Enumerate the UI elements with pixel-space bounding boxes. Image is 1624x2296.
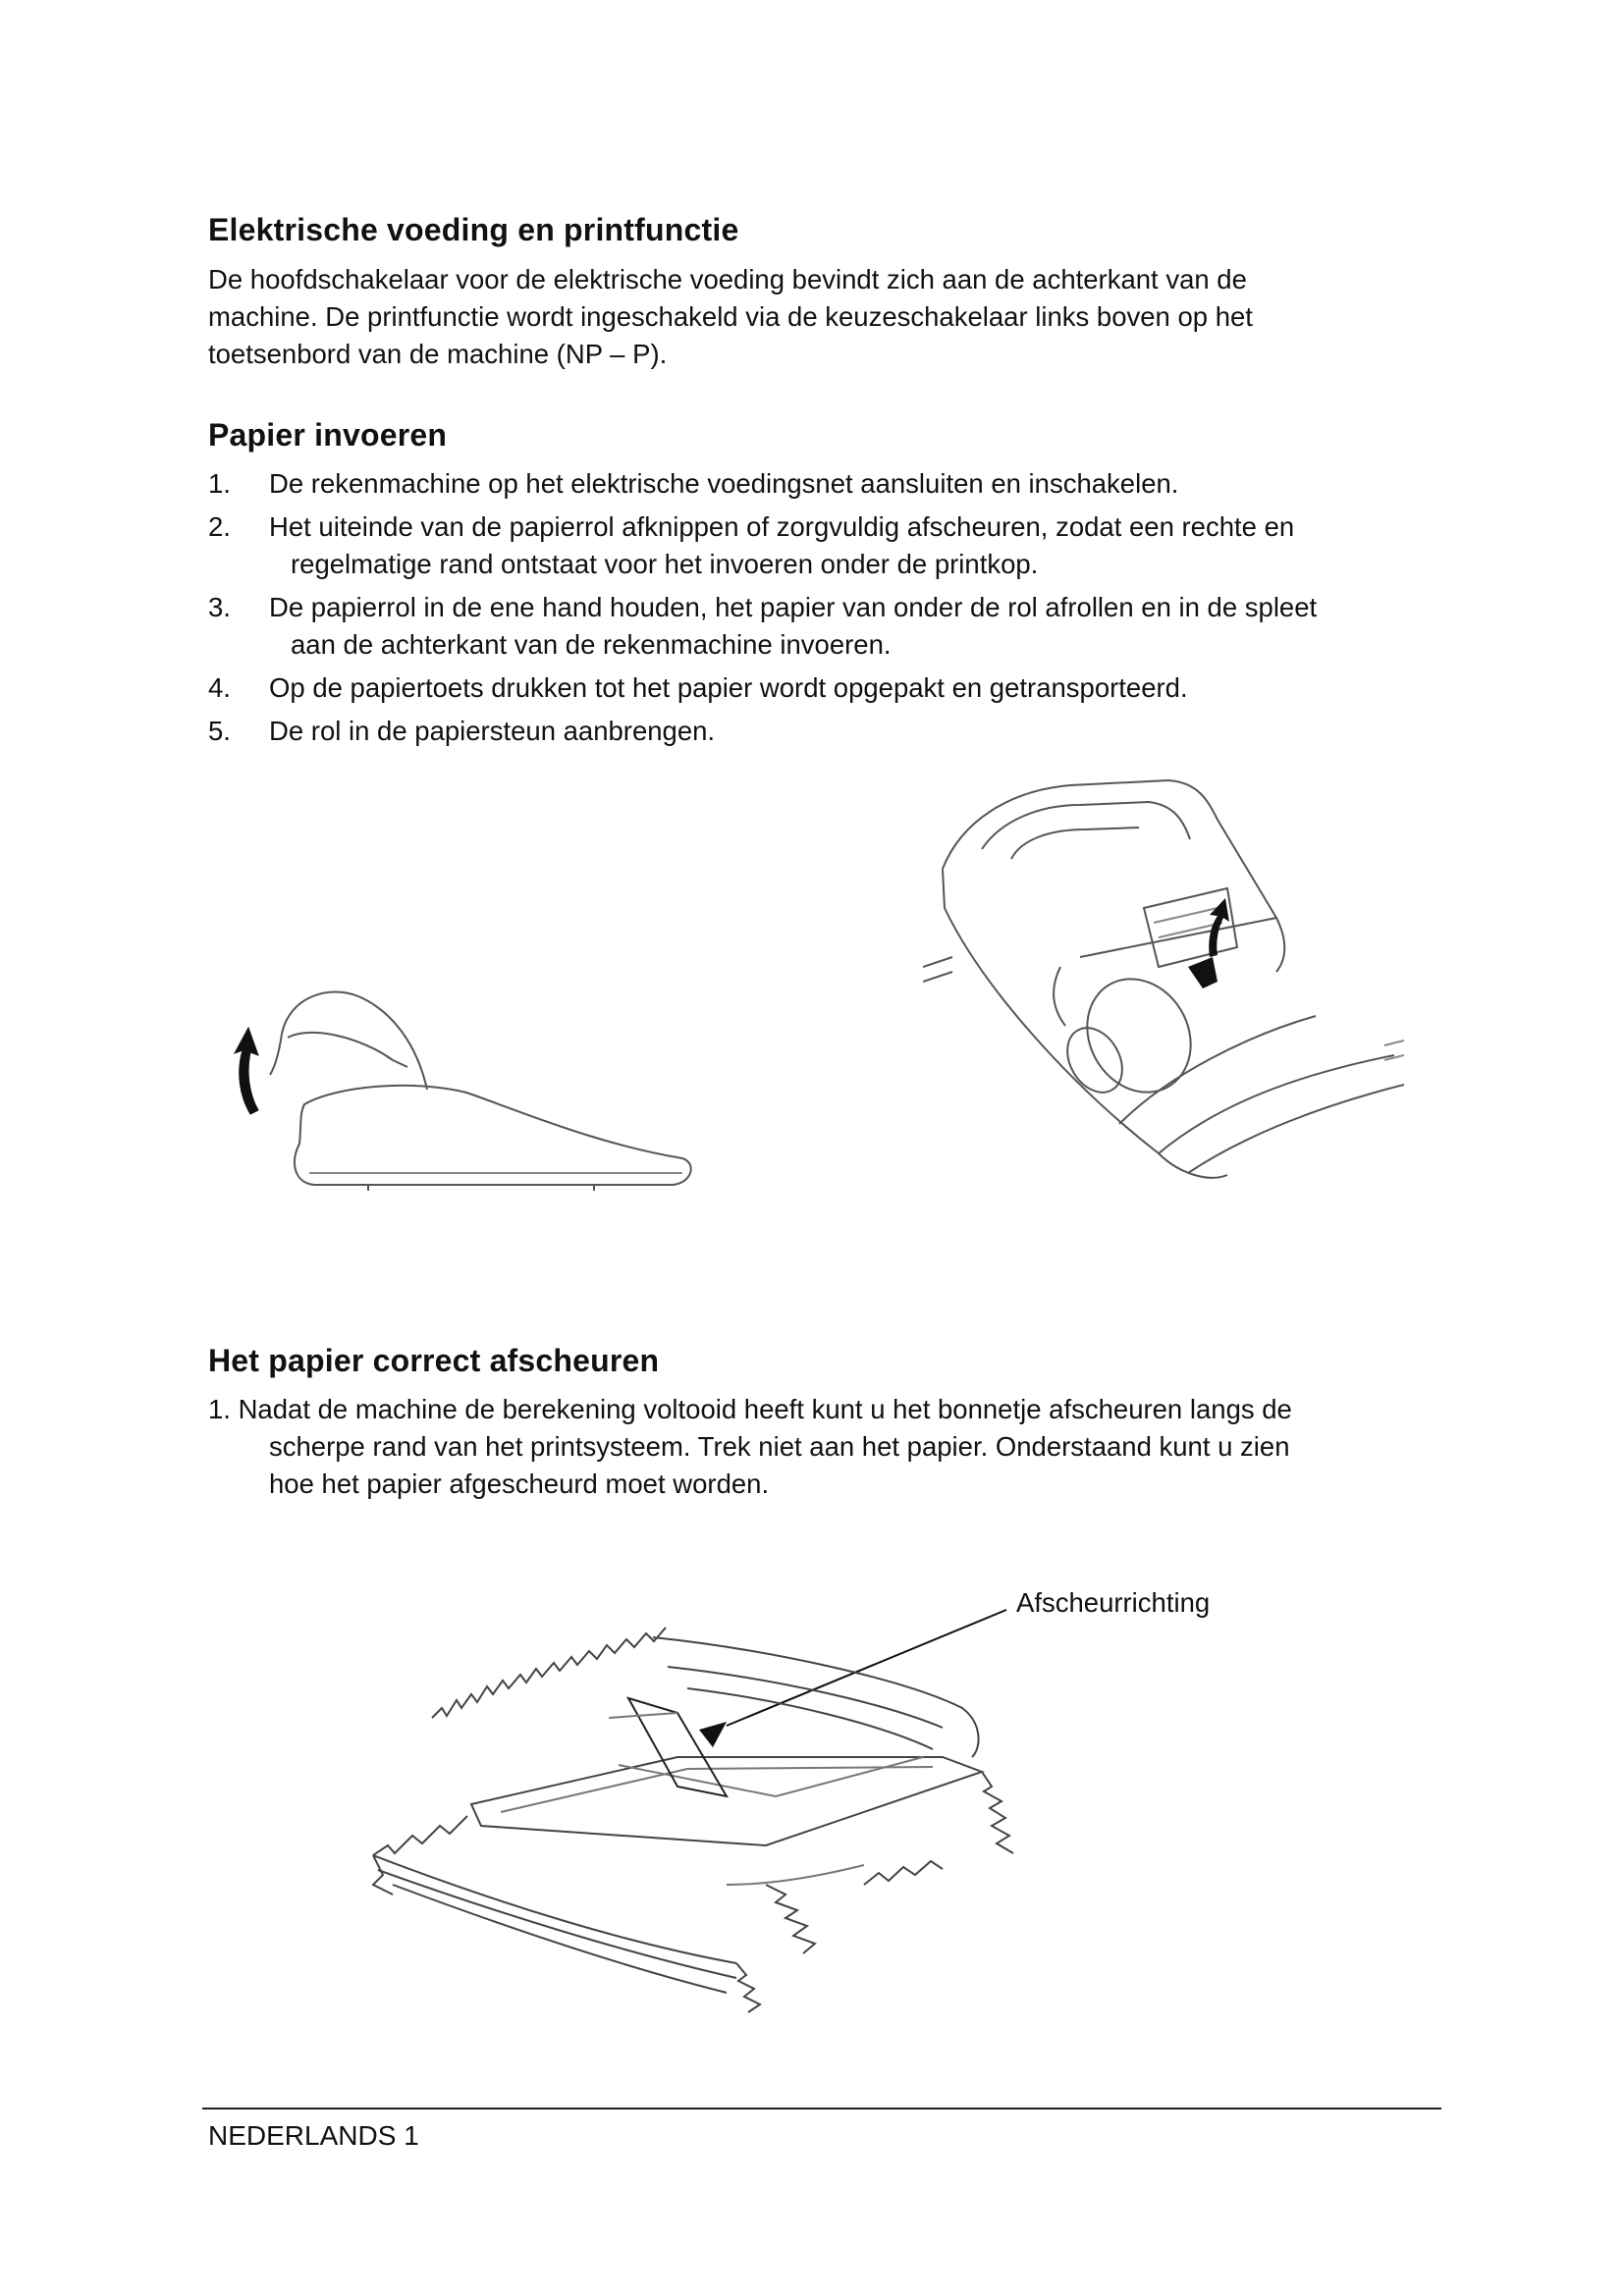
insert-arrow-icon [1188,957,1218,988]
footer-language-page: NEDERLANDS 1 [208,2120,419,2151]
step-text: Op de papiertoets drukken tot het papier wordt opgepakt en getransporteerd. [269,672,1188,703]
paper-insertion-illustration [923,761,1404,1207]
tear-arrow-icon [699,1722,727,1747]
power-paragraph-line-3: toetsenbord van de machine (NP – P). [208,339,668,369]
paper-feed-steps [208,465,1435,756]
tear-off-line-1: 1. Nadat de machine de berekening voltooid heeft kunt u het bonnetje afscheuren langs de [208,1394,1292,1424]
footer-divider [202,2108,1441,2109]
list-item [208,713,1435,750]
tear-off-paragraph [208,1391,1435,1503]
lift-arrow-icon [235,1028,258,1114]
step-number: 4. [208,672,231,703]
tear-off-line-2: scherpe rand van het printsysteem. Trek niet aan het papier. Onderstaand kunt u zien [269,1431,1290,1462]
step-number: 3. [208,592,231,622]
list-item [208,669,1435,707]
list-item [208,465,1435,503]
tear-off-illustration [353,1590,1041,2022]
step-text: De rekenmachine op het elektrische voedingsnet aansluiten en inschakelen. [269,468,1179,499]
power-paragraph-line-1: De hoofdschakelaar voor de elektrische voeding bevindt zich aan de achterkant van de [208,264,1247,294]
section-heading-tear-off: Het papier correct afscheuren [208,1343,660,1378]
step-text-cont: regelmatige rand ontstaat voor het invoeren onder de printkop. [291,549,1039,579]
list-item [208,508,1435,583]
section-heading-power: Elektrische voeding en printfunctie [208,212,739,247]
step-number: 2. [208,511,231,542]
section-heading-paper-feed: Papier invoeren [208,417,448,453]
paper-support-illustration [221,977,722,1212]
step-number: 1. [208,468,231,499]
step-number: 5. [208,716,231,746]
tear-off-line-3: hoe het papier afgescheurd moet worden. [269,1468,770,1499]
step-text: De papierrol in de ene hand houden, het papier van onder de rol afrollen en in de spleet [269,592,1318,622]
step-text: Het uiteinde van de papierrol afknippen of zorgvuldig afscheuren, zodat een rechte en [269,511,1295,542]
power-paragraph-line-2: machine. De printfunctie wordt ingeschakeld via de keuzeschakelaar links boven op het [208,301,1253,332]
tear-direction-label: Afscheurrichting [1016,1587,1211,1618]
list-item [208,589,1435,664]
step-text-cont: aan de achterkant van de rekenmachine invoeren. [291,629,892,660]
step-text: De rol in de papiersteun aanbrengen. [269,716,716,746]
